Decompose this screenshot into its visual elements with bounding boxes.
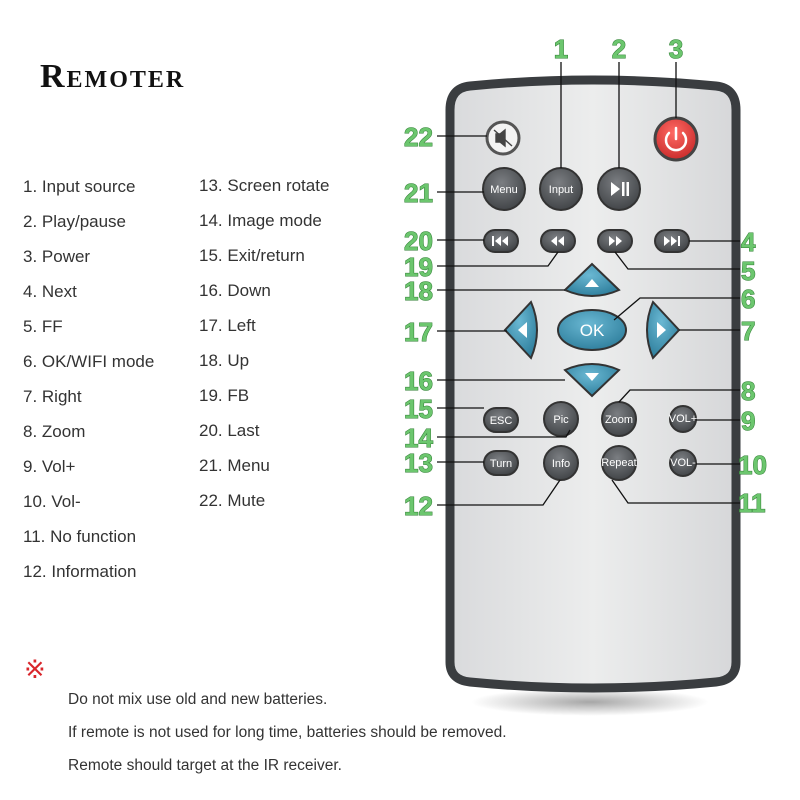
callout-number: 3 bbox=[668, 34, 684, 64]
repeat-button[interactable] bbox=[601, 446, 636, 480]
note-item: If remote is not used for long time, batteries should be removed. bbox=[68, 724, 507, 741]
callout-number: 21 bbox=[404, 178, 433, 208]
fast-backward-button[interactable] bbox=[541, 230, 575, 252]
play-pause-button[interactable] bbox=[598, 168, 640, 210]
note-item: Remote should target at the IR receiver. bbox=[68, 757, 342, 774]
vol-up-button-label: VOL+ bbox=[668, 413, 698, 425]
legend-item: 16. Down bbox=[199, 281, 271, 300]
callout-number: 14 bbox=[404, 423, 433, 453]
legend-item: 4. Next bbox=[23, 282, 77, 301]
legend-item: 14. Image mode bbox=[199, 211, 322, 230]
vol-up-button[interactable] bbox=[669, 406, 697, 432]
menu-button[interactable] bbox=[483, 168, 525, 210]
callout-number: 16 bbox=[404, 366, 433, 396]
legend-item: 2. Play/pause bbox=[23, 212, 127, 231]
ok-button-label: OK bbox=[579, 321, 605, 340]
callout-number: 20 bbox=[404, 226, 433, 256]
legend-item: 22. Mute bbox=[199, 491, 266, 510]
next-button[interactable] bbox=[655, 230, 689, 252]
fast-forward-button[interactable] bbox=[598, 230, 632, 252]
legend-item: 6. OK/WIFI mode bbox=[23, 352, 155, 371]
esc-button-label: ESC bbox=[489, 415, 513, 427]
info-button-label: Info bbox=[551, 458, 571, 470]
callout-number: 8 bbox=[741, 376, 756, 406]
legend-item: 13. Screen rotate bbox=[199, 176, 330, 195]
note-marker-icon: ※ bbox=[24, 654, 46, 684]
input-button-label: Input bbox=[548, 184, 574, 196]
turn-button[interactable] bbox=[484, 451, 518, 475]
esc-button[interactable] bbox=[484, 408, 518, 432]
last-button[interactable] bbox=[484, 230, 518, 252]
legend-item: 20. Last bbox=[199, 421, 260, 440]
note-item: Do not mix use old and new batteries. bbox=[68, 691, 328, 708]
callout-number: 17 bbox=[404, 317, 433, 347]
vol-down-button-label: VOL- bbox=[670, 457, 696, 469]
ok-button[interactable] bbox=[558, 310, 626, 350]
callout-number: 12 bbox=[404, 491, 433, 521]
callout-number: 6 bbox=[741, 284, 756, 314]
legend-item: 21. Menu bbox=[199, 456, 270, 475]
legend-item: 19. FB bbox=[199, 386, 250, 405]
callout-number: 2 bbox=[611, 34, 627, 64]
callout-number: 13 bbox=[404, 448, 433, 478]
callout-number: 9 bbox=[741, 406, 756, 436]
pic-button-label: Pic bbox=[553, 414, 569, 426]
callout-number: 18 bbox=[404, 276, 433, 306]
callout-number: 4 bbox=[741, 227, 756, 257]
legend-item: 11. No function bbox=[23, 527, 137, 546]
zoom-button[interactable] bbox=[602, 402, 636, 436]
legend-item: 1. Input source bbox=[23, 177, 136, 196]
page-title: Remoter bbox=[40, 58, 186, 95]
callout-number: 5 bbox=[741, 256, 756, 286]
power-button[interactable] bbox=[655, 118, 697, 160]
callout-number: 7 bbox=[741, 316, 756, 346]
callout-number: 15 bbox=[404, 394, 433, 424]
legend-item: 18. Up bbox=[199, 351, 250, 370]
legend-item: 7. Right bbox=[23, 387, 82, 406]
zoom-button-label: Zoom bbox=[604, 414, 634, 426]
legend-item: 10. Vol- bbox=[23, 492, 81, 511]
legend-item: 8. Zoom bbox=[23, 422, 86, 441]
legend-item: 12. Information bbox=[23, 562, 137, 581]
callout-number: 19 bbox=[404, 252, 433, 282]
callout-number: 11 bbox=[738, 488, 766, 518]
callout-number: 10 bbox=[738, 450, 767, 480]
legend-item: 9. Vol+ bbox=[23, 457, 76, 476]
repeat-button-label: Repeat bbox=[601, 457, 637, 469]
callout-number: 1 bbox=[553, 34, 569, 64]
legend-item: 15. Exit/return bbox=[199, 246, 305, 265]
legend-item: 17. Left bbox=[199, 316, 256, 335]
mute-button[interactable] bbox=[487, 122, 519, 154]
pic-button[interactable] bbox=[544, 402, 578, 436]
legend-item: 3. Power bbox=[23, 247, 91, 266]
menu-button-label: Menu bbox=[490, 184, 518, 196]
legend-item: 5. FF bbox=[23, 317, 63, 336]
battery-notes bbox=[68, 690, 507, 789]
info-button[interactable] bbox=[544, 446, 578, 480]
input-button[interactable] bbox=[540, 168, 582, 210]
callout-number: 22 bbox=[404, 122, 433, 152]
turn-button-label: Turn bbox=[489, 458, 513, 470]
vol-down-button[interactable] bbox=[670, 450, 696, 476]
